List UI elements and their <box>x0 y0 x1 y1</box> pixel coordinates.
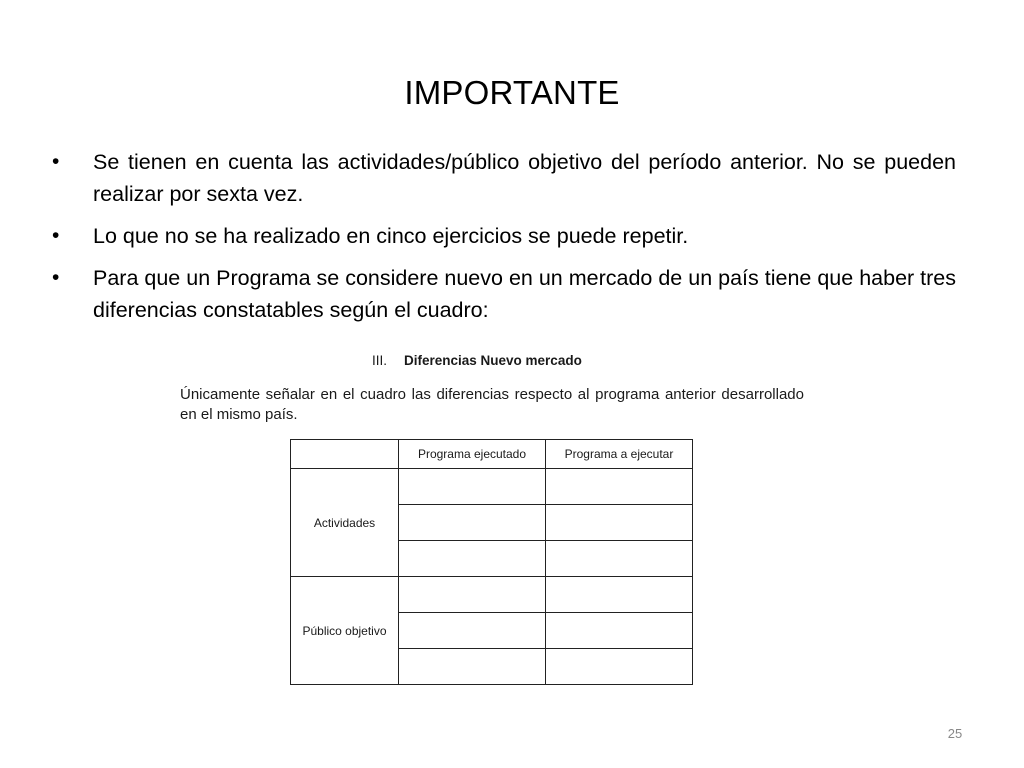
bullet-icon: • <box>52 266 60 289</box>
table-cell <box>546 577 693 613</box>
row-group-header: Público objetivo <box>291 577 399 685</box>
row-group-header: Actividades <box>291 469 399 577</box>
table-cell <box>399 541 546 577</box>
differences-table <box>290 439 693 685</box>
table-cell <box>546 469 693 505</box>
bullet-icon: • <box>52 224 60 247</box>
bullet-item <box>52 146 956 210</box>
bullet-icon: • <box>52 150 60 173</box>
bullet-item <box>52 262 956 326</box>
table-cell <box>546 505 693 541</box>
section-title: Diferencias Nuevo mercado <box>404 353 582 368</box>
section-heading <box>372 353 582 368</box>
table-corner-cell <box>291 440 399 469</box>
column-header: Programa a ejecutar <box>546 440 693 469</box>
bullet-list <box>52 146 956 336</box>
bullet-text: Se tienen en cuenta las actividades/público objetivo del período anterior. No se pueden realizar por sexta vez. <box>93 150 956 206</box>
table-row <box>291 649 693 685</box>
table-row <box>291 577 693 613</box>
column-header: Programa ejecutado <box>399 440 546 469</box>
table-cell <box>399 469 546 505</box>
table-row <box>291 469 693 505</box>
table-cell <box>399 577 546 613</box>
page-number: 25 <box>947 726 963 741</box>
bullet-text: Para que un Programa se considere nuevo en un mercado de un país tiene que haber tres diferencias constatables según el cuadro: <box>93 266 956 322</box>
bullet-text: Lo que no se ha realizado en cinco ejercicios se puede repetir. <box>93 224 689 248</box>
bullet-item <box>52 220 956 252</box>
slide-title: IMPORTANTE <box>404 74 620 111</box>
table-row <box>291 613 693 649</box>
table-cell <box>399 613 546 649</box>
instruction-text: Únicamente señalar en el cuadro las diferencias respecto al programa anterior desarrollado en el mismo país. <box>180 386 804 423</box>
table-cell <box>546 613 693 649</box>
table-row <box>291 505 693 541</box>
table-cell <box>399 649 546 685</box>
section-number: III. <box>372 353 388 368</box>
table-cell <box>546 649 693 685</box>
table-header-row <box>291 440 693 469</box>
table-cell <box>546 541 693 577</box>
table-row <box>291 541 693 577</box>
table-cell <box>399 505 546 541</box>
